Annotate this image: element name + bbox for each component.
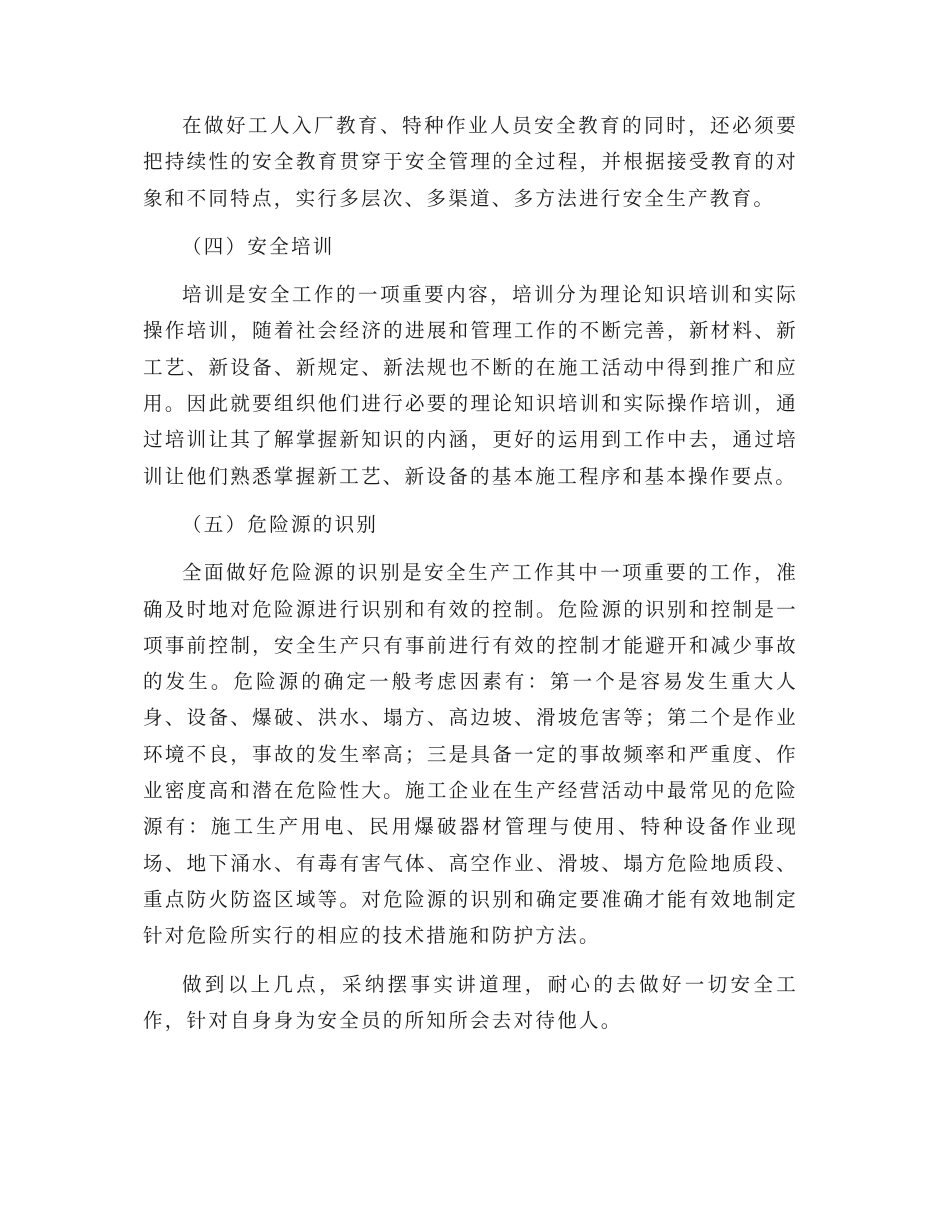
paragraph-hazard-identification: 全面做好危险源的识别是安全生产工作其中一项重要的工作，准确及时地对危险源进行识别和有效的控制。危险源的识别和控制是一项事前控制，安全生产只有事前进行有效的控制才能避开和减少事故的发生。危险源的确定一般考虑因素有：第一个是容易发生重大人身、设备、爆破、洪水、塌方、高边坡、滑坡危害等；第二个是作业环境不良，事故的发生率高；三是具备一定的事故频率和严重度、作业密度高和潜在危险性大。施工企业在生产经营活动中最常见的危险源有：施工生产用电、民用爆破器材管理与使用、特种设备作业现场、地下涌水、有毒有害气体、高空作业、滑坡、塌方危险地质段、重点防火防盗区域等。对危险源的识别和确定要准确才能有效地制定针对危险所实行的相应的技术措施和防护方法。: [143, 561, 798, 948]
document-body: [143, 108, 798, 1039]
section-heading-safety-training: （四）安全培训: [182, 234, 335, 258]
section-heading-hazard-identification: （五）危险源的识别: [182, 512, 379, 536]
paragraph-safety-education: 在做好工人入厂教育、特种作业人员安全教育的同时，还必须要把持续性的安全教育贯穿于安全管理的全过程，并根据接受教育的对象和不同特点，实行多层次、多渠道、多方法进行安全生产教育。: [143, 114, 798, 210]
paragraph-conclusion: 做到以上几点，采纳摆事实讲道理，耐心的去做好一切安全工作，针对自身身为安全员的所知所会去对待他人。: [143, 972, 798, 1032]
paragraph-safety-training: 培训是安全工作的一项重要内容，培训分为理论知识培训和实际操作培训，随着社会经济的进展和管理工作的不断完善，新材料、新工艺、新设备、新规定、新法规也不断的在施工活动中得到推广和应用。因此就要组织他们进行必要的理论知识培训和实际操作培训，通过培训让其了解掌握新知识的内涵，更好的运用到工作中去，通过培训让他们熟悉掌握新工艺、新设备的基本施工程序和基本操作要点。: [143, 283, 798, 488]
